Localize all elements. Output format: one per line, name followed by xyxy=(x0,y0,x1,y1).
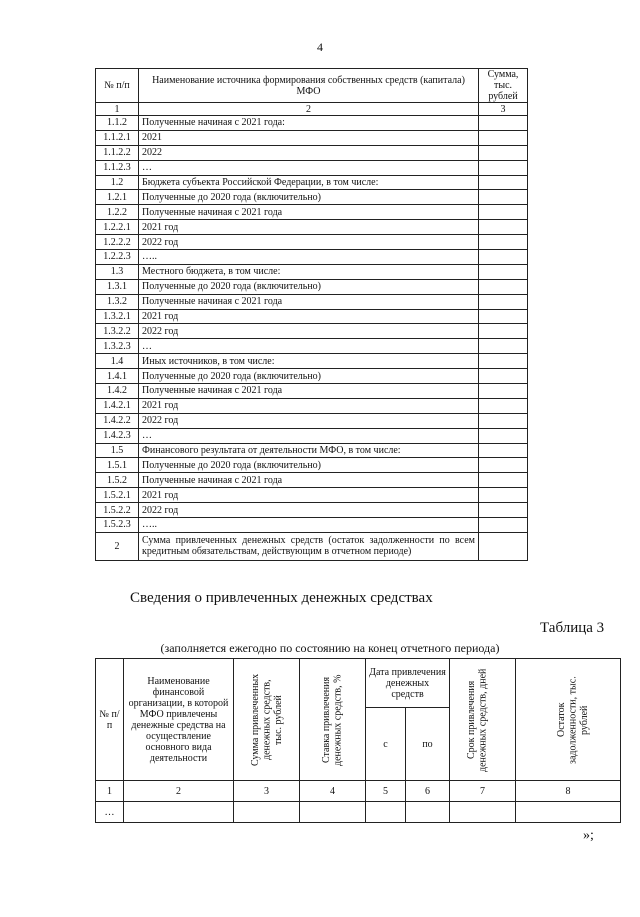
table-row xyxy=(96,473,528,488)
table-cell xyxy=(300,802,366,823)
borrowed-funds-table xyxy=(95,658,621,823)
row-amount xyxy=(479,220,528,235)
row-name: 2022 год xyxy=(139,503,479,518)
page-number: 4 xyxy=(317,40,323,54)
row-amount xyxy=(479,503,528,518)
row-name: Иных источников, в том числе: xyxy=(139,354,479,369)
row-name: 2021 xyxy=(139,130,479,145)
row-name: Полученные начиная с 2021 года: xyxy=(139,116,479,131)
row-name: Местного бюджета, в том числе: xyxy=(139,264,479,279)
row-amount xyxy=(479,116,528,131)
table-row xyxy=(96,220,528,235)
row-name: Полученные до 2020 года (включительно) xyxy=(139,458,479,473)
row-amount xyxy=(479,398,528,413)
table-row xyxy=(96,428,528,443)
row-number: 1.5.2.2 xyxy=(96,503,139,518)
table-header-row xyxy=(96,659,621,708)
table-row xyxy=(96,116,528,131)
table-row xyxy=(96,384,528,399)
row-amount xyxy=(479,488,528,503)
row-amount xyxy=(479,518,528,533)
row-amount xyxy=(479,294,528,309)
header-rate xyxy=(300,659,366,781)
column-number-row xyxy=(96,781,621,802)
row-number: 1.2.2.3 xyxy=(96,250,139,265)
table-cell xyxy=(450,802,516,823)
table-cell xyxy=(124,802,234,823)
table-row xyxy=(96,250,528,265)
table-cell: … xyxy=(96,802,124,823)
closing-quote-mark: »; xyxy=(583,828,594,843)
table-row xyxy=(96,518,528,533)
row-name: Полученные до 2020 года (включительно) xyxy=(139,369,479,384)
row-name: … xyxy=(139,428,479,443)
row-number: 1.1.2 xyxy=(96,116,139,131)
table-note: (заполняется ежегодно по состоянию на конец отчетного периода) xyxy=(160,641,500,655)
capital-sources-table xyxy=(95,68,528,561)
table-header-row xyxy=(96,69,528,103)
row-number: 1.3 xyxy=(96,264,139,279)
table-row xyxy=(96,294,528,309)
column-number: 3 xyxy=(479,103,528,116)
column-number: 8 xyxy=(516,781,621,802)
table-row xyxy=(96,309,528,324)
row-number: 1.3.2.1 xyxy=(96,309,139,324)
row-name: 2021 год xyxy=(139,488,479,503)
header-number: № п/п xyxy=(96,659,124,781)
row-amount xyxy=(479,339,528,354)
row-name: 2022 год xyxy=(139,324,479,339)
header-balance-text: Остаток задолженности, тыс. рублей xyxy=(556,675,590,764)
row-number: 1.4 xyxy=(96,354,139,369)
row-amount xyxy=(479,279,528,294)
row-name: Полученные начиная с 2021 года xyxy=(139,205,479,220)
column-number-row xyxy=(96,103,528,116)
column-number: 6 xyxy=(406,781,450,802)
row-amount xyxy=(479,443,528,458)
row-name: 2022 год xyxy=(139,413,479,428)
row-number: 1.3.2 xyxy=(96,294,139,309)
table-row xyxy=(96,145,528,160)
table-label: Таблица 3 xyxy=(540,620,605,636)
row-amount xyxy=(479,205,528,220)
row-amount xyxy=(479,532,528,560)
row-amount xyxy=(479,369,528,384)
column-number: 4 xyxy=(300,781,366,802)
total-borrowed-row xyxy=(96,532,528,560)
table-row xyxy=(96,130,528,145)
row-number: 1.5.2.3 xyxy=(96,518,139,533)
table-row xyxy=(96,264,528,279)
header-source-name: Наименование источника формирования собственных средств (капитала) МФО xyxy=(139,69,479,103)
row-number: 1.5 xyxy=(96,443,139,458)
row-name: Полученные до 2020 года (включительно) xyxy=(139,190,479,205)
row-number: 1.5.2 xyxy=(96,473,139,488)
row-amount xyxy=(479,190,528,205)
row-name: Полученные начиная с 2021 года xyxy=(139,294,479,309)
row-name: Полученные до 2020 года (включительно) xyxy=(139,279,479,294)
header-sum-text: Сумма привлеченных денежных средств, тыс. рублей xyxy=(249,673,284,766)
header-number: № п/п xyxy=(96,69,139,103)
section-title: Сведения о привлеченных денежных средствах xyxy=(130,590,433,606)
header-rate-text: Ставка привлечения денежных средств, % xyxy=(320,673,343,766)
column-number: 1 xyxy=(96,103,139,116)
row-number: 1.5.2.1 xyxy=(96,488,139,503)
row-name: … xyxy=(139,160,479,175)
row-number: 1.3.2.3 xyxy=(96,339,139,354)
row-amount xyxy=(479,473,528,488)
header-organization: Наименование финансовой организации, в которой МФО привлечены денежные средства на осуществление основного вида деятельности xyxy=(124,659,234,781)
table-row xyxy=(96,802,621,823)
row-number: 1.2.1 xyxy=(96,190,139,205)
header-balance xyxy=(516,659,621,781)
row-name: Сумма привлеченных денежных средств (остаток задолженности по всем кредитным обязательствам, действующим в отчетном периоде) xyxy=(139,532,479,560)
table-row xyxy=(96,503,528,518)
row-amount xyxy=(479,384,528,399)
row-amount xyxy=(479,324,528,339)
row-name: ….. xyxy=(139,518,479,533)
row-amount xyxy=(479,264,528,279)
table-row xyxy=(96,175,528,190)
row-amount xyxy=(479,458,528,473)
table-row xyxy=(96,369,528,384)
column-number: 3 xyxy=(234,781,300,802)
table-row xyxy=(96,413,528,428)
row-amount xyxy=(479,428,528,443)
row-amount xyxy=(479,250,528,265)
table-row xyxy=(96,205,528,220)
row-name: 2021 год xyxy=(139,309,479,324)
row-number: 1.4.2.1 xyxy=(96,398,139,413)
row-number: 1.2.2.2 xyxy=(96,235,139,250)
row-number: 1.4.2.3 xyxy=(96,428,139,443)
row-amount xyxy=(479,145,528,160)
row-name: 2021 год xyxy=(139,398,479,413)
row-amount xyxy=(479,235,528,250)
table-row xyxy=(96,160,528,175)
row-number: 1.1.2.3 xyxy=(96,160,139,175)
row-amount xyxy=(479,175,528,190)
row-name: Финансового результата от деятельности МФО, в том числе: xyxy=(139,443,479,458)
header-amount: Сумма, тыс. рублей xyxy=(479,69,528,103)
column-number: 2 xyxy=(139,103,479,116)
column-number: 7 xyxy=(450,781,516,802)
table-cell xyxy=(234,802,300,823)
row-number: 1.2.2.1 xyxy=(96,220,139,235)
row-amount xyxy=(479,413,528,428)
table-row xyxy=(96,488,528,503)
row-amount xyxy=(479,130,528,145)
table-row xyxy=(96,458,528,473)
row-name: 2021 год xyxy=(139,220,479,235)
row-name: Бюджета субъекта Российской Федерации, в том числе: xyxy=(139,175,479,190)
column-number: 2 xyxy=(124,781,234,802)
header-sum xyxy=(234,659,300,781)
table-cell xyxy=(516,802,621,823)
table-cell xyxy=(366,802,406,823)
row-name: 2022 xyxy=(139,145,479,160)
row-number: 1.1.2.2 xyxy=(96,145,139,160)
row-number: 1.2 xyxy=(96,175,139,190)
row-name: … xyxy=(139,339,479,354)
row-number: 1.4.1 xyxy=(96,369,139,384)
row-number: 2 xyxy=(96,532,139,560)
row-amount xyxy=(479,160,528,175)
table-row xyxy=(96,324,528,339)
row-number: 1.5.1 xyxy=(96,458,139,473)
row-number: 1.4.2 xyxy=(96,384,139,399)
table-row xyxy=(96,339,528,354)
table-row xyxy=(96,279,528,294)
row-number: 1.3.2.2 xyxy=(96,324,139,339)
header-term-text: Срок привлечения денежных средств, дней xyxy=(465,667,488,772)
row-name: 2022 год xyxy=(139,235,479,250)
header-date-from: с xyxy=(366,708,406,781)
row-name: ….. xyxy=(139,250,479,265)
header-date-group: Дата привлечения денежных средств xyxy=(366,659,450,708)
table-row xyxy=(96,398,528,413)
table-cell xyxy=(406,802,450,823)
header-date-to: по xyxy=(406,708,450,781)
table-row xyxy=(96,190,528,205)
table-row xyxy=(96,443,528,458)
row-name: Полученные начиная с 2021 года xyxy=(139,473,479,488)
row-number: 1.2.2 xyxy=(96,205,139,220)
row-amount xyxy=(479,309,528,324)
column-number: 5 xyxy=(366,781,406,802)
row-number: 1.4.2.2 xyxy=(96,413,139,428)
column-number: 1 xyxy=(96,781,124,802)
table-row xyxy=(96,354,528,369)
header-term xyxy=(450,659,516,781)
row-number: 1.3.1 xyxy=(96,279,139,294)
row-number: 1.1.2.1 xyxy=(96,130,139,145)
row-amount xyxy=(479,354,528,369)
table-row xyxy=(96,235,528,250)
row-name: Полученные начиная с 2021 года xyxy=(139,384,479,399)
